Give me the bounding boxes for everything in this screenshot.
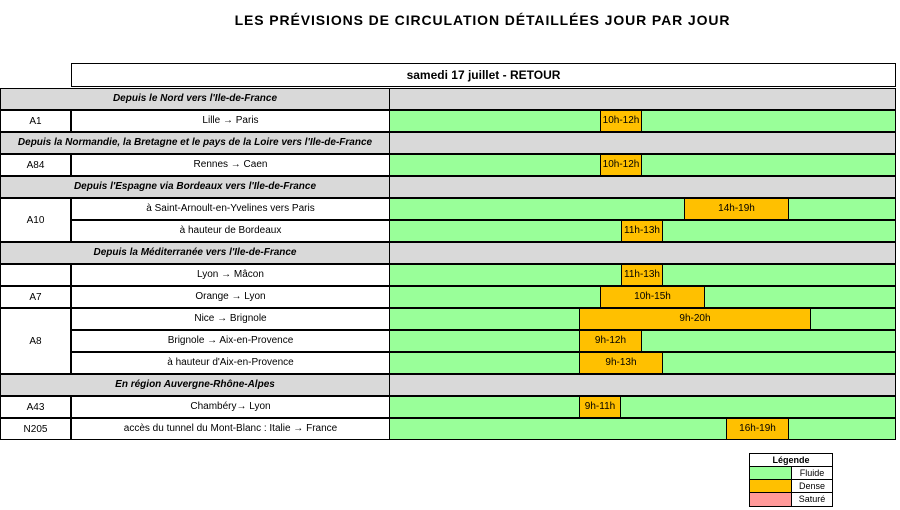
road-label: A8	[0, 308, 71, 374]
section-header: Depuis le Nord vers l'Ile-de-France	[0, 88, 390, 110]
traffic-bar-fluide	[390, 110, 896, 132]
date-header: samedi 17 juillet - RETOUR	[71, 63, 896, 87]
route-label: à Saint-Arnoult-en-Yvelines vers Paris	[71, 198, 390, 220]
section-header: Depuis la Normandie, la Bretagne et le pays de la Loire vers l'Ile-de-France	[0, 132, 390, 154]
road-label: N205	[0, 418, 71, 440]
section-header-bar	[390, 242, 896, 264]
section-header: Depuis la Méditerranée vers l'Ile-de-France	[0, 242, 390, 264]
road-label: A1	[0, 110, 71, 132]
legend-swatch-fluide	[750, 467, 792, 479]
section-header-bar	[390, 88, 896, 110]
section-header-bar	[390, 374, 896, 396]
traffic-bar-fluide	[390, 198, 896, 220]
legend-label: Dense	[798, 481, 825, 491]
traffic-segment-dense: 9h-20h	[579, 308, 811, 330]
route-label: Orange → Lyon	[71, 286, 390, 308]
traffic-segment-dense: 9h-13h	[579, 352, 663, 374]
traffic-segment-dense: 11h-13h	[621, 220, 663, 242]
traffic-segment-dense: 16h-19h	[726, 418, 789, 440]
route-label: Nice → Brignole	[71, 308, 390, 330]
traffic-segment-dense: 11h-13h	[621, 264, 663, 286]
page-title: LES PRÉVISIONS DE CIRCULATION DÉTAILLÉES JOUR PAR JOUR	[234, 12, 731, 28]
traffic-segment-dense: 10h-12h	[600, 154, 642, 176]
traffic-segment-dense: 10h-15h	[600, 286, 705, 308]
traffic-bar-fluide	[390, 330, 896, 352]
route-label: Lyon → Mâcon	[71, 264, 390, 286]
traffic-bar-fluide	[390, 154, 896, 176]
legend	[749, 453, 833, 507]
section-header-bar	[390, 132, 896, 154]
route-label: Chambéry→ Lyon	[71, 396, 390, 418]
legend-title: Légende	[750, 454, 832, 467]
legend-swatch-dense	[750, 480, 792, 492]
legend-item-fluide	[750, 467, 832, 480]
road-label: A10	[0, 198, 71, 242]
route-label: accès du tunnel du Mont-Blanc : Italie → France	[71, 418, 390, 440]
legend-swatch-sature	[750, 493, 792, 506]
section-header-bar	[390, 176, 896, 198]
legend-label: Saturé	[798, 494, 826, 504]
traffic-bar-fluide	[390, 352, 896, 374]
traffic-segment-dense: 10h-12h	[600, 110, 642, 132]
traffic-bar-fluide	[390, 220, 896, 242]
road-label	[0, 264, 71, 286]
route-label: à hauteur d'Aix-en-Provence	[71, 352, 390, 374]
traffic-segment-dense: 14h-19h	[684, 198, 789, 220]
traffic-bar-fluide	[390, 396, 896, 418]
traffic-bar-fluide	[390, 418, 896, 440]
route-label: Lille → Paris	[71, 110, 390, 132]
route-label: Brignole → Aix-en-Provence	[71, 330, 390, 352]
traffic-segment-dense: 9h-12h	[579, 330, 642, 352]
route-label: à hauteur de Bordeaux	[71, 220, 390, 242]
legend-item-dense	[750, 480, 832, 493]
legend-label: Fluide	[799, 468, 825, 478]
traffic-bar-fluide	[390, 286, 896, 308]
section-header: En région Auvergne-Rhône-Alpes	[0, 374, 390, 396]
road-label: A7	[0, 286, 71, 308]
traffic-bar-fluide	[390, 308, 896, 330]
traffic-bar-fluide	[390, 264, 896, 286]
road-label: A43	[0, 396, 71, 418]
section-header: Depuis l'Espagne via Bordeaux vers l'Ile-de-France	[0, 176, 390, 198]
route-label: Rennes → Caen	[71, 154, 390, 176]
traffic-segment-dense: 9h-11h	[579, 396, 621, 418]
legend-item-sature	[750, 493, 832, 506]
road-label: A84	[0, 154, 71, 176]
